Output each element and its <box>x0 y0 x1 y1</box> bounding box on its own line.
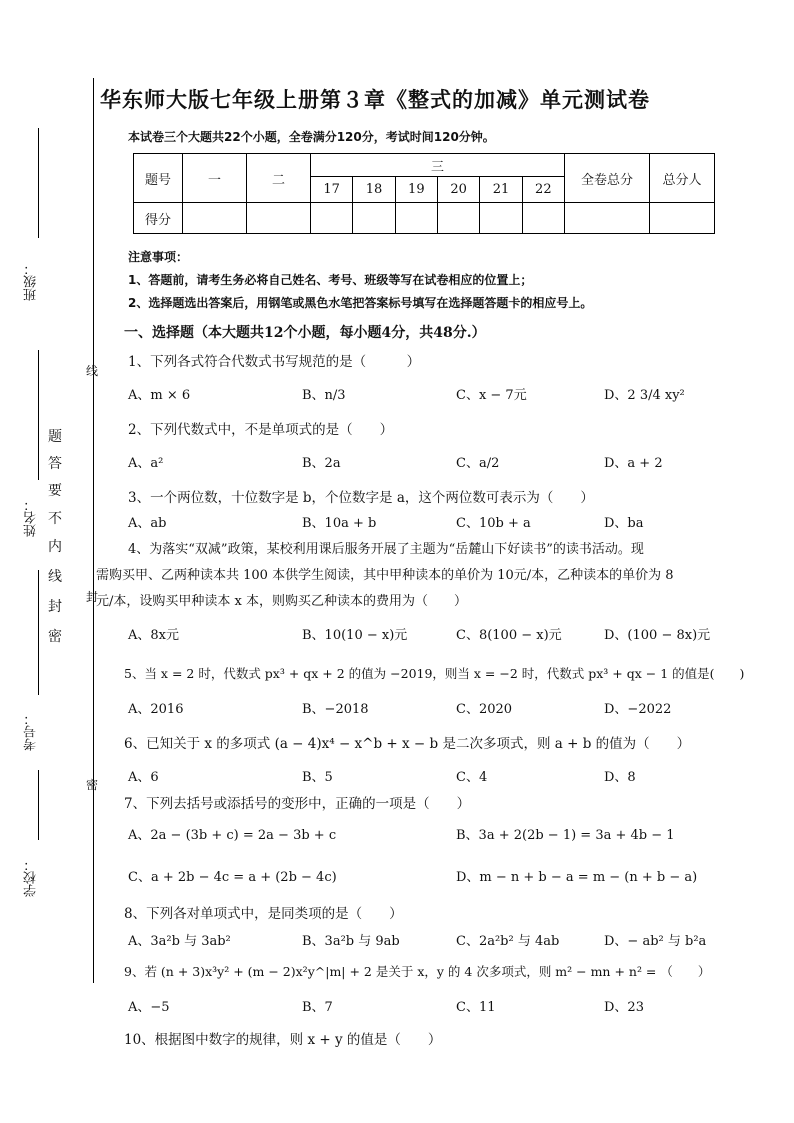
seal-char-3: 要 <box>48 483 62 499</box>
school-underline <box>38 770 39 840</box>
q7-option-b[interactable]: B、3a + 2(2b − 1) = 3a + 4b − 1 <box>456 828 675 843</box>
cell-num-20: 20 <box>437 177 479 203</box>
score-input-21[interactable] <box>480 203 522 234</box>
q4-stem-line2: 需购买甲、乙两种读本共 100 本供学生阅读，其中甲种读本的单价为 10元/本，乙种读本的单价为 8 <box>96 568 674 583</box>
q2-option-b[interactable]: B、2a <box>302 456 341 471</box>
q7-option-c[interactable]: C、a + 2b − 4c = a + (2b − 4c) <box>128 870 337 885</box>
q2-option-d[interactable]: D、a + 2 <box>604 456 663 471</box>
q8-stem: 8、下列各对单项式中，是同类项的是（ ） <box>124 906 403 922</box>
q8-option-b[interactable]: B、3a²b 与 9ab <box>302 934 400 949</box>
cell-tihao: 题号 <box>134 154 183 203</box>
cell-num-19: 19 <box>395 177 437 203</box>
q9-stem: 9、若 (n + 3)x³y² + (m − 2)x²y^|m| + 2 是关于 x，y 的 4 次多项式，则 m² − mn + n² = （ ） <box>124 964 711 979</box>
q5-option-d[interactable]: D、−2022 <box>604 702 672 717</box>
q3-option-a[interactable]: A、ab <box>128 516 167 531</box>
q6-option-d[interactable]: D、8 <box>604 770 636 785</box>
cell-num-18: 18 <box>353 177 395 203</box>
score-input-19[interactable] <box>395 203 437 234</box>
q4-option-a[interactable]: A、8x元 <box>128 628 179 643</box>
cell-num-22: 22 <box>522 177 564 203</box>
note-1: 1、答题前，请考生务必将自己姓名、考号、班级等写在试卷相应的位置上； <box>128 273 533 287</box>
seal-char-5: 内 <box>48 539 62 555</box>
q2-option-a[interactable]: A、a² <box>128 456 164 471</box>
q4-stem-line3: 元/本，设购买甲种读本 x 本，则购买乙种读本的费用为（ ） <box>96 594 467 609</box>
q1-option-c[interactable]: C、x − 7元 <box>456 388 527 403</box>
q9-option-d[interactable]: D、23 <box>604 1000 644 1015</box>
score-table <box>133 153 715 234</box>
q1-stem: 1、下列各式符合代数式书写规范的是（ ） <box>128 354 421 370</box>
score-input-18[interactable] <box>353 203 395 234</box>
q6-stem: 6、已知关于 x 的多项式 (a − 4)x⁴ − x^b + x − b 是二次多项式，则 a + b 的值为（ ） <box>124 736 691 752</box>
q6-option-b[interactable]: B、5 <box>302 770 333 785</box>
score-input-22[interactable] <box>522 203 564 234</box>
q5-option-b[interactable]: B、−2018 <box>302 702 369 717</box>
cell-defen: 得分 <box>134 203 183 234</box>
cell-san: 三 <box>311 154 565 177</box>
school-label: 学校： <box>24 858 39 897</box>
q4-option-b[interactable]: B、10(10 − x)元 <box>302 628 408 643</box>
q5-option-a[interactable]: A、2016 <box>128 702 184 717</box>
seal-char-2: 答 <box>48 456 62 472</box>
q4-option-d[interactable]: D、(100 − 8x)元 <box>604 628 711 643</box>
name-label: 姓名： <box>24 498 39 537</box>
score-input-er[interactable] <box>247 203 311 234</box>
q2-option-c[interactable]: C、a/2 <box>456 456 500 471</box>
cell-total: 全卷总分 <box>565 154 650 203</box>
q1-option-d[interactable]: D、2 3/4 xy² <box>604 388 685 403</box>
name-underline <box>38 350 39 480</box>
q6-option-c[interactable]: C、4 <box>456 770 488 785</box>
binding-line <box>93 78 94 983</box>
page-title: 华东师大版七年级上册第３章《整式的加减》单元测试卷 <box>100 87 650 112</box>
seal-char-1: 题 <box>48 429 62 445</box>
score-input-total[interactable] <box>565 203 650 234</box>
q7-option-a[interactable]: A、2a − (3b + c) = 2a − 3b + c <box>128 828 337 843</box>
cell-yi: 一 <box>183 154 247 203</box>
q3-stem: 3、一个两位数，十位数字是 b，个位数字是 a，这个两位数可表示为（ ） <box>128 490 594 506</box>
dash-mark-mi: 密 <box>86 778 99 792</box>
q10-stem: 10、根据图中数字的规律，则 x + y 的值是（ ） <box>124 1032 442 1048</box>
seal-char-4: 不 <box>48 511 62 527</box>
seal-char-6: 线 <box>48 569 62 585</box>
note-2: 2、选择题选出答案后，用钢笔或黑色水笔把答案标号填写在选择题答题卡的相应号上。 <box>128 296 593 310</box>
score-input-yi[interactable] <box>183 203 247 234</box>
q8-option-a[interactable]: A、3a²b 与 3ab² <box>128 934 231 949</box>
exam-info: 本试卷三个大题共22个小题，全卷满分120分，考试时间120分钟。 <box>128 130 495 144</box>
cell-scorer: 总分人 <box>650 154 715 203</box>
q1-option-b[interactable]: B、n/3 <box>302 388 346 403</box>
cell-er: 二 <box>247 154 311 203</box>
q7-option-d[interactable]: D、m − n + b − a = m − (n + b − a) <box>456 870 698 885</box>
score-input-scorer[interactable] <box>650 203 715 234</box>
score-input-17[interactable] <box>311 203 353 234</box>
dash-mark-feng: 封 <box>86 590 99 604</box>
seal-char-8: 密 <box>48 629 62 645</box>
examno-underline <box>38 570 39 695</box>
q3-option-b[interactable]: B、10a + b <box>302 516 377 531</box>
q9-option-c[interactable]: C、11 <box>456 1000 496 1015</box>
cell-num-17: 17 <box>311 177 353 203</box>
score-input-20[interactable] <box>437 203 479 234</box>
examno-label: 考号： <box>24 712 39 751</box>
q8-option-d[interactable]: D、− ab² 与 b²a <box>604 934 707 949</box>
q8-option-c[interactable]: C、2a²b² 与 4ab <box>456 934 560 949</box>
q9-option-a[interactable]: A、−5 <box>128 1000 170 1015</box>
notes-title: 注意事项： <box>128 250 189 264</box>
q7-stem: 7、下列去括号或添括号的变形中，正确的一项是（ ） <box>124 796 471 812</box>
class-label: 班级： <box>24 262 39 301</box>
cell-num-21: 21 <box>480 177 522 203</box>
q4-stem-line1: 4、为落实“双减”政策，某校利用课后服务开展了主题为“岳麓山下好读书”的读书活动。现 <box>128 542 644 557</box>
q3-option-c[interactable]: C、10b + a <box>456 516 531 531</box>
section-1-heading: 一、选择题（本大题共12个小题，每小题4分，共48分.） <box>124 325 486 341</box>
q6-option-a[interactable]: A、6 <box>128 770 159 785</box>
q5-stem: 5、当 x = 2 时，代数式 px³ + qx + 2 的值为 −2019，则当 x = −2 时，代数式 px³ + qx − 1 的值是( ) <box>124 666 745 681</box>
class-underline <box>38 128 39 238</box>
q5-option-c[interactable]: C、2020 <box>456 702 513 717</box>
dash-mark-xian: 线 <box>86 364 99 378</box>
seal-char-7: 封 <box>48 599 62 615</box>
q9-option-b[interactable]: B、7 <box>302 1000 333 1015</box>
q3-option-d[interactable]: D、ba <box>604 516 644 531</box>
q4-option-c[interactable]: C、8(100 − x)元 <box>456 628 562 643</box>
q1-option-a[interactable]: A、m × 6 <box>128 388 191 403</box>
q2-stem: 2、下列代数式中，不是单项式的是（ ） <box>128 422 394 438</box>
